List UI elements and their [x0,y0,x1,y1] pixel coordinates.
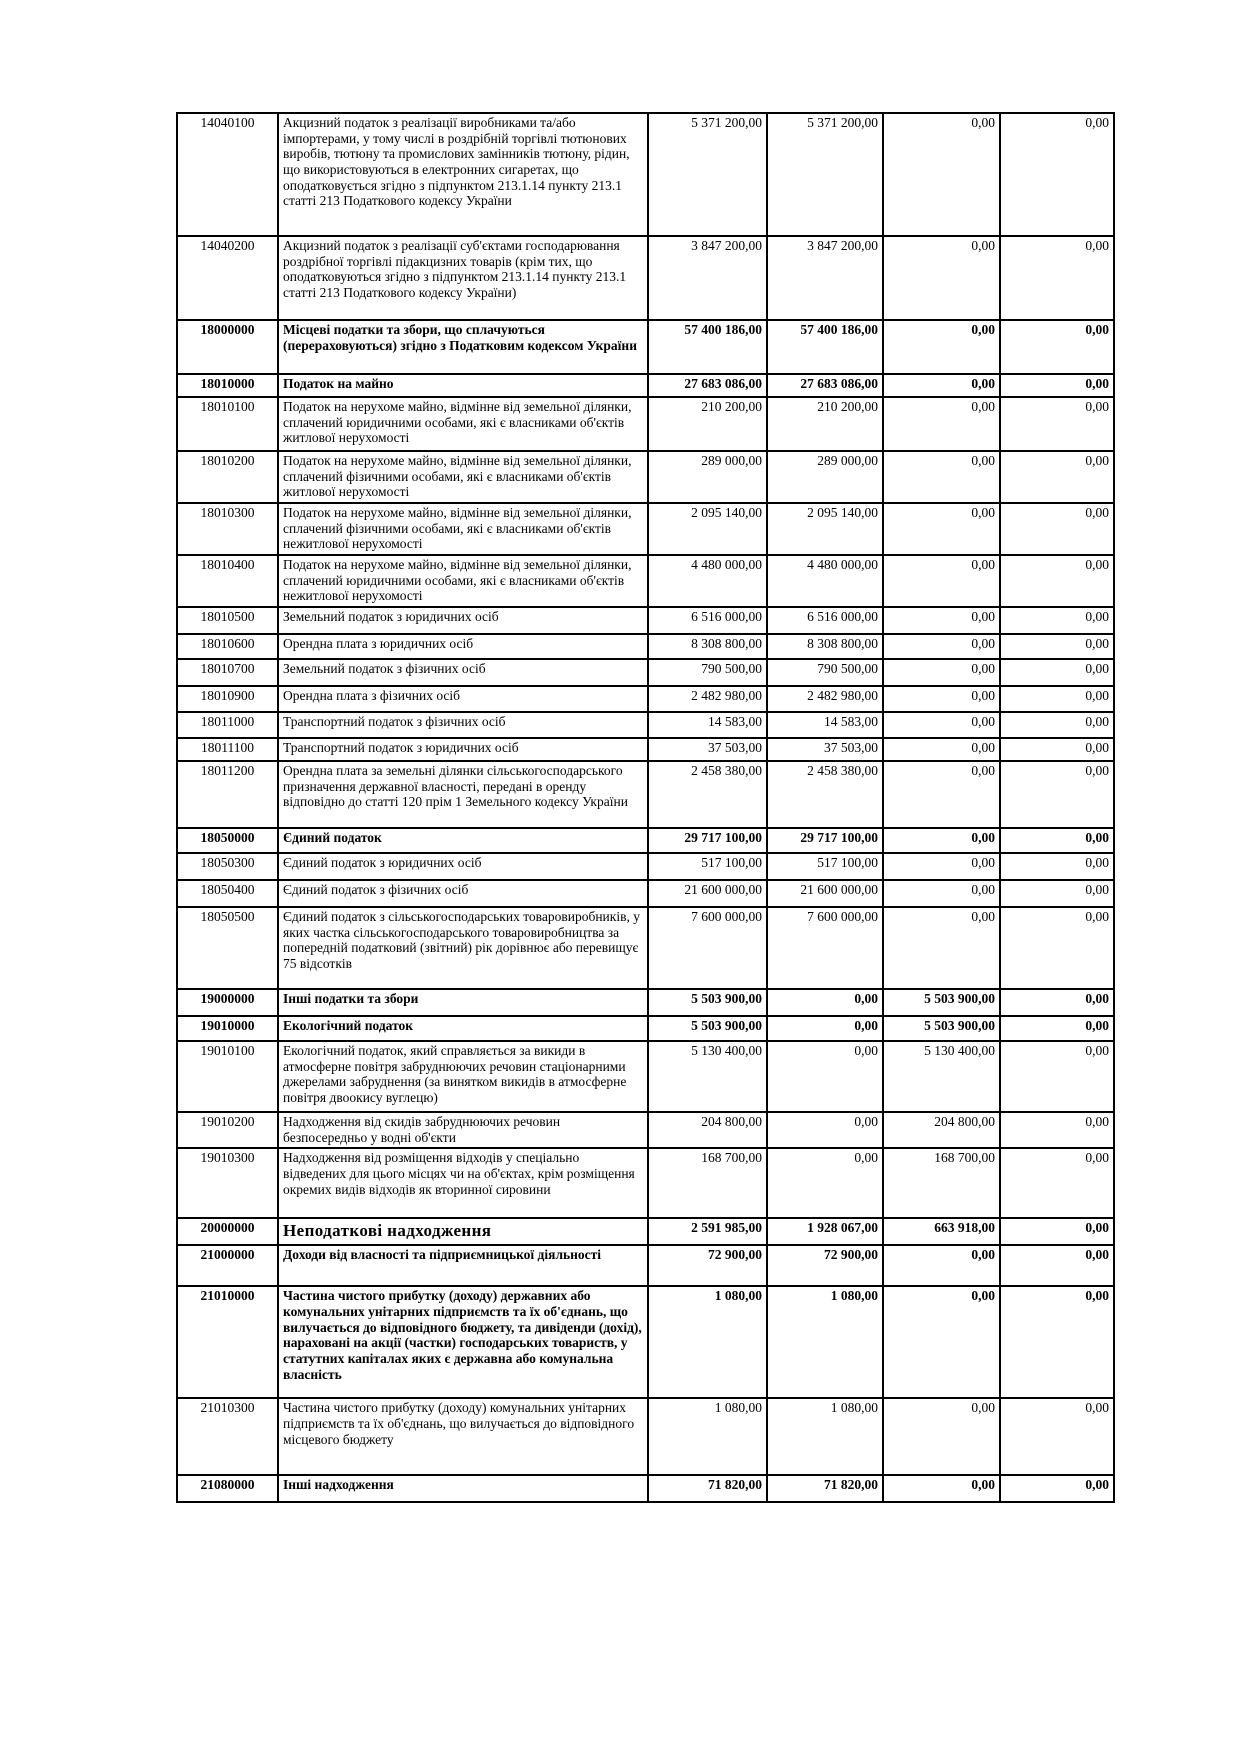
row-value-3: 5 130 400,00 [883,1041,1000,1112]
row-description: Частина чистого прибутку (доходу) комунальних унітарних підприємств та їх об'єднань, що вилучається до відповідного місцевого бюджету [278,1398,648,1475]
row-description: Неподаткові надходження [278,1218,648,1245]
row-code: 21080000 [177,1475,278,1502]
row-value-4: 0,00 [1000,1475,1114,1502]
row-description: Акцизний податок з реалізації суб'єктами господарювання роздрібної торгівлі підакцизних товарів (крім тих, що оподатковуються згідно з підпунктом 213.1.14 пункту 213.1 статті 213 Податкового кодексу України) [278,236,648,320]
row-value-4: 0,00 [1000,320,1114,374]
row-value-1: 29 717 100,00 [648,828,767,853]
row-value-3: 0,00 [883,712,1000,738]
row-value-4: 0,00 [1000,659,1114,686]
row-value-2: 0,00 [767,1112,883,1148]
row-description: Частина чистого прибутку (доходу) державних або комунальних унітарних підприємств та їх об'єднань, що вилучається до відповідного бюджету, та дивіденди (дохід), нараховані на акції (частки) господарських товариств, у статутних капіталах яких є державна або комунальна власність [278,1286,648,1398]
row-value-3: 663 918,00 [883,1218,1000,1245]
row-value-3: 0,00 [883,738,1000,761]
row-code: 14040200 [177,236,278,320]
row-value-4: 0,00 [1000,451,1114,503]
row-value-3: 0,00 [883,555,1000,607]
row-value-2: 517 100,00 [767,853,883,880]
row-value-3: 5 503 900,00 [883,1016,1000,1041]
table-row [177,686,1114,712]
row-value-2: 7 600 000,00 [767,907,883,989]
row-value-1: 2 591 985,00 [648,1218,767,1245]
row-description: Земельний податок з юридичних осіб [278,607,648,634]
table-row [177,634,1114,659]
row-value-1: 21 600 000,00 [648,880,767,907]
row-value-1: 1 080,00 [648,1398,767,1475]
row-value-2: 1 080,00 [767,1286,883,1398]
row-value-3: 0,00 [883,503,1000,555]
row-value-4: 0,00 [1000,113,1114,236]
row-value-1: 71 820,00 [648,1475,767,1502]
row-code: 19010000 [177,1016,278,1041]
row-value-2: 57 400 186,00 [767,320,883,374]
row-value-2: 0,00 [767,989,883,1016]
row-value-1: 210 200,00 [648,397,767,451]
row-description: Транспортний податок з фізичних осіб [278,712,648,738]
row-value-2: 0,00 [767,1148,883,1218]
row-value-3: 0,00 [883,1398,1000,1475]
row-description: Орендна плата з юридичних осіб [278,634,648,659]
row-value-2: 2 482 980,00 [767,686,883,712]
row-value-4: 0,00 [1000,555,1114,607]
row-value-1: 5 130 400,00 [648,1041,767,1112]
row-description: Місцеві податки та збори, що сплачуються (перераховуються) згідно з Податковим кодексом України [278,320,648,374]
table-row [177,397,1114,451]
row-value-2: 72 900,00 [767,1245,883,1286]
row-value-2: 4 480 000,00 [767,555,883,607]
row-value-1: 1 080,00 [648,1286,767,1398]
table-row [177,503,1114,555]
row-code: 18050400 [177,880,278,907]
row-description: Податок на нерухоме майно, відмінне від земельної ділянки, сплачений юридичними особами, які є власниками об'єктів нежитлової нерухомості [278,555,648,607]
budget-table-body [177,113,1114,1502]
row-description: Інші податки та збори [278,989,648,1016]
row-value-1: 289 000,00 [648,451,767,503]
row-code: 18011000 [177,712,278,738]
row-code: 21010000 [177,1286,278,1398]
row-value-2: 3 847 200,00 [767,236,883,320]
row-description: Надходження від скидів забруднюючих речовин безпосередньо у водні об'єкти [278,1112,648,1148]
row-description: Орендна плата з фізичних осіб [278,686,648,712]
row-value-1: 2 458 380,00 [648,761,767,828]
table-row [177,1286,1114,1398]
row-code: 18050300 [177,853,278,880]
table-row [177,1148,1114,1218]
row-value-2: 790 500,00 [767,659,883,686]
table-row [177,1398,1114,1475]
row-code: 18010000 [177,374,278,397]
row-description: Транспортний податок з юридичних осіб [278,738,648,761]
row-value-2: 37 503,00 [767,738,883,761]
row-description: Податок на майно [278,374,648,397]
row-code: 18050500 [177,907,278,989]
table-row [177,989,1114,1016]
table-row [177,320,1114,374]
row-value-4: 0,00 [1000,907,1114,989]
row-value-2: 71 820,00 [767,1475,883,1502]
row-value-1: 790 500,00 [648,659,767,686]
row-value-3: 0,00 [883,853,1000,880]
row-value-2: 6 516 000,00 [767,607,883,634]
table-row [177,1112,1114,1148]
row-value-2: 2 458 380,00 [767,761,883,828]
row-value-3: 0,00 [883,374,1000,397]
row-value-1: 6 516 000,00 [648,607,767,634]
row-description: Податок на нерухоме майно, відмінне від земельної ділянки, сплачений фізичними особами, які є власниками об'єктів нежитлової нерухомості [278,503,648,555]
row-value-1: 2 095 140,00 [648,503,767,555]
row-value-1: 4 480 000,00 [648,555,767,607]
row-code: 20000000 [177,1218,278,1245]
row-value-2: 1 928 067,00 [767,1218,883,1245]
row-value-1: 5 503 900,00 [648,1016,767,1041]
table-row [177,1041,1114,1112]
row-value-1: 5 371 200,00 [648,113,767,236]
table-row [177,738,1114,761]
row-description: Єдиний податок з юридичних осіб [278,853,648,880]
row-value-3: 5 503 900,00 [883,989,1000,1016]
row-value-4: 0,00 [1000,236,1114,320]
row-value-3: 0,00 [883,634,1000,659]
row-value-4: 0,00 [1000,853,1114,880]
row-value-1: 37 503,00 [648,738,767,761]
row-description: Податок на нерухоме майно, відмінне від земельної ділянки, сплачений юридичними особами, які є власниками об'єктів житлової нерухомості [278,397,648,451]
row-code: 18011200 [177,761,278,828]
row-description: Доходи від власності та підприємницької діяльності [278,1245,648,1286]
table-row [177,1016,1114,1041]
row-value-1: 57 400 186,00 [648,320,767,374]
row-value-2: 210 200,00 [767,397,883,451]
table-row [177,659,1114,686]
table-row [177,113,1114,236]
table-row [177,1218,1114,1245]
table-row [177,607,1114,634]
row-value-4: 0,00 [1000,761,1114,828]
row-value-2: 5 371 200,00 [767,113,883,236]
row-code: 18050000 [177,828,278,853]
row-value-3: 168 700,00 [883,1148,1000,1218]
row-value-4: 0,00 [1000,712,1114,738]
row-code: 18000000 [177,320,278,374]
row-value-4: 0,00 [1000,989,1114,1016]
row-code: 18010100 [177,397,278,451]
row-value-1: 3 847 200,00 [648,236,767,320]
row-code: 14040100 [177,113,278,236]
row-description: Акцизний податок з реалізації виробниками та/або імпортерами, у тому числі в роздрібній торгівлі тютюнових виробів, тютюну та промислових замінників тютюну, рідин, що використовуються в електронних сигаретах, що оподатковується згідно з підпунктом 213.1.14 пункту 213.1 статті 213 Податкового кодексу України [278,113,648,236]
row-value-1: 168 700,00 [648,1148,767,1218]
row-description: Інші надходження [278,1475,648,1502]
table-row [177,712,1114,738]
row-value-2: 27 683 086,00 [767,374,883,397]
row-value-2: 14 583,00 [767,712,883,738]
row-value-4: 0,00 [1000,1112,1114,1148]
row-value-3: 0,00 [883,828,1000,853]
table-row [177,555,1114,607]
row-value-3: 0,00 [883,686,1000,712]
row-value-2: 2 095 140,00 [767,503,883,555]
row-value-4: 0,00 [1000,880,1114,907]
row-code: 18010600 [177,634,278,659]
row-value-1: 7 600 000,00 [648,907,767,989]
row-value-4: 0,00 [1000,607,1114,634]
row-code: 18010700 [177,659,278,686]
row-code: 18010900 [177,686,278,712]
row-value-1: 517 100,00 [648,853,767,880]
table-row [177,880,1114,907]
row-description: Земельний податок з фізичних осіб [278,659,648,686]
row-value-4: 0,00 [1000,828,1114,853]
table-row [177,1475,1114,1502]
row-description: Єдиний податок [278,828,648,853]
row-value-1: 204 800,00 [648,1112,767,1148]
table-row [177,374,1114,397]
row-value-1: 14 583,00 [648,712,767,738]
table-row [177,828,1114,853]
row-value-3: 0,00 [883,236,1000,320]
row-value-2: 8 308 800,00 [767,634,883,659]
row-value-1: 5 503 900,00 [648,989,767,1016]
budget-table [176,112,1115,1503]
row-value-1: 72 900,00 [648,1245,767,1286]
row-value-4: 0,00 [1000,686,1114,712]
table-row [177,1245,1114,1286]
row-value-4: 0,00 [1000,503,1114,555]
row-description: Єдиний податок з фізичних осіб [278,880,648,907]
row-value-1: 27 683 086,00 [648,374,767,397]
row-value-3: 0,00 [883,1286,1000,1398]
row-value-3: 0,00 [883,880,1000,907]
table-row [177,451,1114,503]
row-code: 18011100 [177,738,278,761]
row-code: 18010300 [177,503,278,555]
row-value-4: 0,00 [1000,738,1114,761]
row-value-3: 0,00 [883,397,1000,451]
row-value-4: 0,00 [1000,397,1114,451]
row-description: Орендна плата за земельні ділянки сільськогосподарського призначення державної власності, передані в оренду відповідно до статті 120 прім 1 Земельного кодексу України [278,761,648,828]
table-row [177,236,1114,320]
row-value-1: 2 482 980,00 [648,686,767,712]
row-value-2: 289 000,00 [767,451,883,503]
table-row [177,761,1114,828]
row-code: 18010500 [177,607,278,634]
row-value-1: 8 308 800,00 [648,634,767,659]
row-description: Екологічний податок [278,1016,648,1041]
row-code: 18010400 [177,555,278,607]
table-row [177,907,1114,989]
row-description: Податок на нерухоме майно, відмінне від земельної ділянки, сплачений фізичними особами, які є власниками об'єктів житлової нерухомості [278,451,648,503]
row-value-3: 0,00 [883,1475,1000,1502]
row-value-3: 0,00 [883,113,1000,236]
row-value-3: 0,00 [883,320,1000,374]
row-value-4: 0,00 [1000,1041,1114,1112]
row-code: 19010100 [177,1041,278,1112]
row-value-4: 0,00 [1000,1016,1114,1041]
row-value-2: 29 717 100,00 [767,828,883,853]
row-value-3: 0,00 [883,607,1000,634]
row-value-2: 0,00 [767,1041,883,1112]
row-value-3: 0,00 [883,761,1000,828]
row-value-3: 0,00 [883,451,1000,503]
row-value-4: 0,00 [1000,1398,1114,1475]
row-code: 18010200 [177,451,278,503]
row-value-3: 0,00 [883,907,1000,989]
row-code: 19010300 [177,1148,278,1218]
row-value-3: 0,00 [883,659,1000,686]
row-value-3: 0,00 [883,1245,1000,1286]
row-value-4: 0,00 [1000,634,1114,659]
row-code: 21000000 [177,1245,278,1286]
row-description: Надходження від розміщення відходів у спеціально відведених для цього місцях чи на об'єктах, крім розміщення окремих видів відходів як вторинної сировини [278,1148,648,1218]
row-value-4: 0,00 [1000,1245,1114,1286]
table-row [177,853,1114,880]
row-value-2: 0,00 [767,1016,883,1041]
row-description: Єдиний податок з сільськогосподарських товаровиробників, у яких частка сільськогосподарського товаровиробництва за попередній податковий (звітний) рік дорівнює або перевищує 75 відсотків [278,907,648,989]
row-value-4: 0,00 [1000,1218,1114,1245]
row-value-3: 204 800,00 [883,1112,1000,1148]
row-value-4: 0,00 [1000,1286,1114,1398]
row-code: 19000000 [177,989,278,1016]
row-code: 21010300 [177,1398,278,1475]
row-value-4: 0,00 [1000,1148,1114,1218]
row-description: Екологічний податок, який справляється за викиди в атмосферне повітря забруднюючих речовин стаціонарними джерелами забруднення (за винятком викидів в атмосферне повітря двоокису вуглецю) [278,1041,648,1112]
row-value-2: 1 080,00 [767,1398,883,1475]
row-value-4: 0,00 [1000,374,1114,397]
row-code: 19010200 [177,1112,278,1148]
row-value-2: 21 600 000,00 [767,880,883,907]
